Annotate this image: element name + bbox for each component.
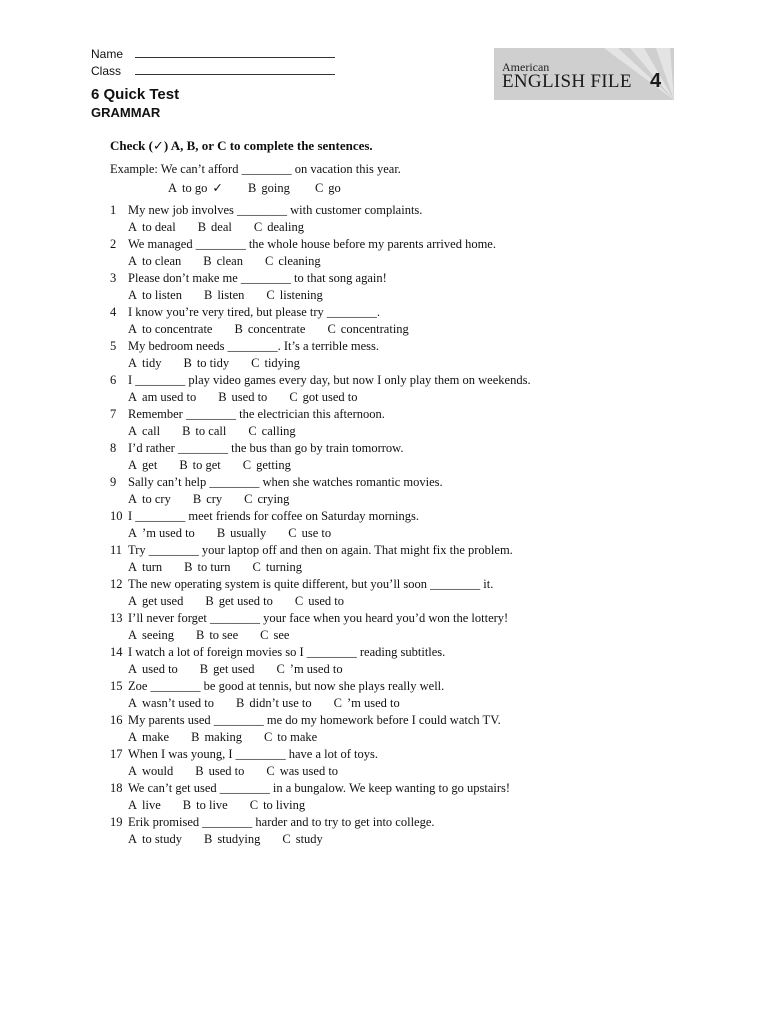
question-number: 14	[110, 645, 123, 659]
answer-option-b[interactable]: B to live	[182, 798, 228, 812]
answer-options	[128, 390, 380, 405]
question-number: 9	[110, 475, 117, 489]
answer-options	[128, 322, 431, 337]
example-option-a[interactable]: A to go ✓	[168, 181, 223, 195]
question-stem: Remember ________ the electrician this afternoon.	[128, 407, 385, 421]
answer-options	[128, 220, 326, 235]
answer-option-c[interactable]: C to living	[249, 798, 306, 812]
question-number: 18	[110, 781, 123, 795]
question-item	[110, 509, 670, 543]
answer-options	[128, 526, 353, 541]
answer-option-a[interactable]: A get used	[128, 594, 184, 608]
question-number: 10	[110, 509, 123, 523]
answer-option-c[interactable]: C was used to	[266, 764, 339, 778]
question-item	[110, 475, 670, 509]
answer-options	[128, 254, 343, 269]
logo-english-file: ENGLISH FILE	[502, 71, 632, 92]
checkmark-icon: ✓	[212, 181, 223, 195]
answer-options	[128, 594, 366, 609]
answer-option-c[interactable]: C got used to	[289, 390, 358, 404]
question-stem: I watch a lot of foreign movies so I ________ reading subtitles.	[128, 645, 446, 659]
question-item	[110, 271, 670, 305]
answer-option-c[interactable]: C dealing	[253, 220, 305, 234]
example-option-b[interactable]: B going	[248, 181, 290, 195]
question-stem: Erik promised ________ harder and to try to get into college.	[128, 815, 435, 829]
question-number: 11	[110, 543, 123, 557]
answer-options	[128, 424, 318, 439]
question-item	[110, 407, 670, 441]
answer-option-b[interactable]: B get used	[199, 662, 255, 676]
answer-option-b[interactable]: B usually	[216, 526, 267, 540]
question-stem: I ________ play video games every day, but now I only play them on weekends.	[128, 373, 531, 387]
name-field[interactable]	[91, 45, 335, 62]
answer-options	[128, 662, 365, 677]
logo-level: 4	[650, 70, 662, 92]
answer-option-c[interactable]: C study	[282, 832, 323, 846]
answer-options	[128, 628, 311, 643]
answer-options	[128, 730, 339, 745]
question-number: 3	[110, 271, 117, 285]
answer-option-c[interactable]: C listening	[266, 288, 323, 302]
question-stem: Zoe ________ be good at tennis, but now she plays really well.	[128, 679, 445, 693]
answer-option-c[interactable]: C calling	[248, 424, 296, 438]
question-stem: My bedroom needs ________. It’s a terrible mess.	[128, 339, 379, 353]
answer-option-a[interactable]: A to clean	[128, 254, 182, 268]
question-item	[110, 441, 670, 475]
question-stem: Please don’t make me ________ to that song again!	[128, 271, 387, 285]
question-item	[110, 815, 670, 849]
question-stem: The new operating system is quite different, but you’ll soon ________ it.	[128, 577, 494, 591]
answer-option-b[interactable]: B used to	[195, 764, 245, 778]
instructions: Check (✓) A, B, or C to complete the sentences.	[110, 138, 373, 153]
question-item	[110, 747, 670, 781]
class-field[interactable]	[91, 62, 335, 79]
question-item	[110, 339, 670, 373]
question-item	[110, 203, 670, 237]
question-item	[110, 305, 670, 339]
answer-option-c[interactable]: C tidying	[251, 356, 300, 370]
question-number: 13	[110, 611, 123, 625]
question-item	[110, 713, 670, 747]
question-item	[110, 645, 670, 679]
answer-options	[128, 764, 360, 779]
example-options	[168, 180, 363, 196]
question-number: 8	[110, 441, 117, 455]
question-item	[110, 679, 670, 713]
test-title: 6 Quick Test	[91, 86, 180, 103]
logo-american: American	[502, 60, 550, 74]
question-number: 15	[110, 679, 123, 693]
question-stem: When I was young, I ________ have a lot of toys.	[128, 747, 378, 761]
question-number: 12	[110, 577, 123, 591]
question-stem: My parents used ________ me do my homework before I could watch TV.	[128, 713, 501, 727]
question-item	[110, 611, 670, 645]
class-label: Class	[91, 64, 122, 78]
answer-option-c[interactable]: C turning	[252, 560, 302, 574]
question-stem: I know you’re very tired, but please try ________.	[128, 305, 381, 319]
answer-option-a[interactable]: A make	[128, 730, 170, 744]
answer-option-b[interactable]: B listen	[203, 288, 245, 302]
question-stem: I’d rather ________ the bus than go by train tomorrow.	[128, 441, 404, 455]
example-stem: Example: We can’t afford ________ on vacation this year.	[110, 162, 401, 176]
answer-option-c[interactable]: C crying	[244, 492, 290, 506]
question-list	[110, 203, 670, 849]
class-line[interactable]	[135, 62, 335, 75]
question-stem: Try ________ your laptop off and then on again. That might fix the problem.	[128, 543, 513, 557]
answer-option-a[interactable]: A wasn’t used to	[128, 696, 215, 710]
question-item	[110, 237, 670, 271]
answer-option-b[interactable]: B to see	[195, 628, 239, 642]
answer-option-b[interactable]: B to call	[182, 424, 227, 438]
question-number: 2	[110, 237, 117, 251]
answer-option-a[interactable]: A tidy	[128, 356, 162, 370]
question-stem: We can’t get used ________ in a bungalow. We keep wanting to go upstairs!	[128, 781, 511, 795]
answer-option-c[interactable]: C see	[260, 628, 290, 642]
answer-option-a[interactable]: A to cry	[128, 492, 171, 506]
test-subtitle: GRAMMAR	[91, 105, 161, 120]
answer-options	[128, 356, 322, 371]
answer-option-a[interactable]: A turn	[128, 560, 163, 574]
answer-options	[128, 492, 311, 507]
question-stem: I’ll never forget ________ your face when you heard you’d won the lottery!	[128, 611, 509, 625]
answer-option-c[interactable]: C cleaning	[264, 254, 321, 268]
answer-option-a[interactable]: A would	[128, 764, 174, 778]
question-stem: My new job involves ________ with customer complaints.	[128, 203, 423, 217]
checkmark-icon: ✓	[152, 138, 164, 153]
answer-option-b[interactable]: B used to	[218, 390, 268, 404]
question-number: 7	[110, 407, 117, 421]
name-label: Name	[91, 47, 124, 61]
question-number: 16	[110, 713, 123, 727]
answer-option-b[interactable]: B didn’t use to	[236, 696, 312, 710]
answer-option-c[interactable]: C concentrating	[327, 322, 409, 336]
question-item	[110, 543, 670, 577]
answer-options	[128, 798, 327, 813]
student-info-fields	[91, 45, 335, 79]
answer-option-a[interactable]: A to study	[128, 832, 182, 846]
question-stem: Sally can’t help ________ when she watches romantic movies.	[128, 475, 443, 489]
answer-option-c[interactable]: C getting	[242, 458, 291, 472]
answer-option-a[interactable]: A live	[128, 798, 161, 812]
answer-option-b[interactable]: B making	[191, 730, 242, 744]
answer-option-c[interactable]: C used to	[294, 594, 344, 608]
question-item	[110, 781, 670, 815]
answer-option-b[interactable]: B concentrate	[234, 322, 306, 336]
answer-options	[128, 288, 345, 303]
answer-options	[128, 832, 345, 847]
answer-option-b[interactable]: B to turn	[184, 560, 231, 574]
answer-option-c[interactable]: C ’m used to	[333, 696, 400, 710]
answer-option-b[interactable]: B to get	[179, 458, 221, 472]
answer-option-a[interactable]: A used to	[128, 662, 178, 676]
question-number: 6	[110, 373, 117, 387]
question-item	[110, 577, 670, 611]
question-stem: I ________ meet friends for coffee on Saturday mornings.	[128, 509, 420, 523]
question-number: 5	[110, 339, 117, 353]
question-number: 19	[110, 815, 123, 829]
question-item	[110, 373, 670, 407]
name-line[interactable]	[135, 45, 335, 58]
answer-option-b[interactable]: B clean	[203, 254, 243, 268]
question-number: 1	[110, 203, 117, 217]
answer-option-b[interactable]: B cry	[192, 492, 223, 506]
answer-options	[128, 696, 422, 711]
answer-options	[128, 560, 324, 575]
answer-option-a[interactable]: A call	[128, 424, 161, 438]
english-file-logo	[494, 48, 674, 100]
answer-option-c[interactable]: C use to	[288, 526, 332, 540]
answer-options	[128, 458, 313, 473]
answer-option-a[interactable]: A to deal	[128, 220, 176, 234]
answer-option-a[interactable]: A get	[128, 458, 158, 472]
answer-option-a[interactable]: A seeing	[128, 628, 174, 642]
answer-option-b[interactable]: B get used to	[205, 594, 273, 608]
answer-option-b[interactable]: B to tidy	[183, 356, 230, 370]
answer-option-a[interactable]: A ’m used to	[128, 526, 195, 540]
answer-option-a[interactable]: A to concentrate	[128, 322, 213, 336]
answer-option-b[interactable]: B deal	[197, 220, 232, 234]
answer-option-c[interactable]: C ’m used to	[276, 662, 343, 676]
answer-option-a[interactable]: A to listen	[128, 288, 182, 302]
question-stem: We managed ________ the whole house before my parents arrived home.	[128, 237, 496, 251]
answer-option-c[interactable]: C to make	[263, 730, 318, 744]
example-option-c[interactable]: C go	[314, 181, 341, 195]
question-number: 17	[110, 747, 123, 761]
answer-option-b[interactable]: B studying	[203, 832, 261, 846]
answer-option-a[interactable]: A am used to	[128, 390, 197, 404]
question-number: 4	[110, 305, 117, 319]
